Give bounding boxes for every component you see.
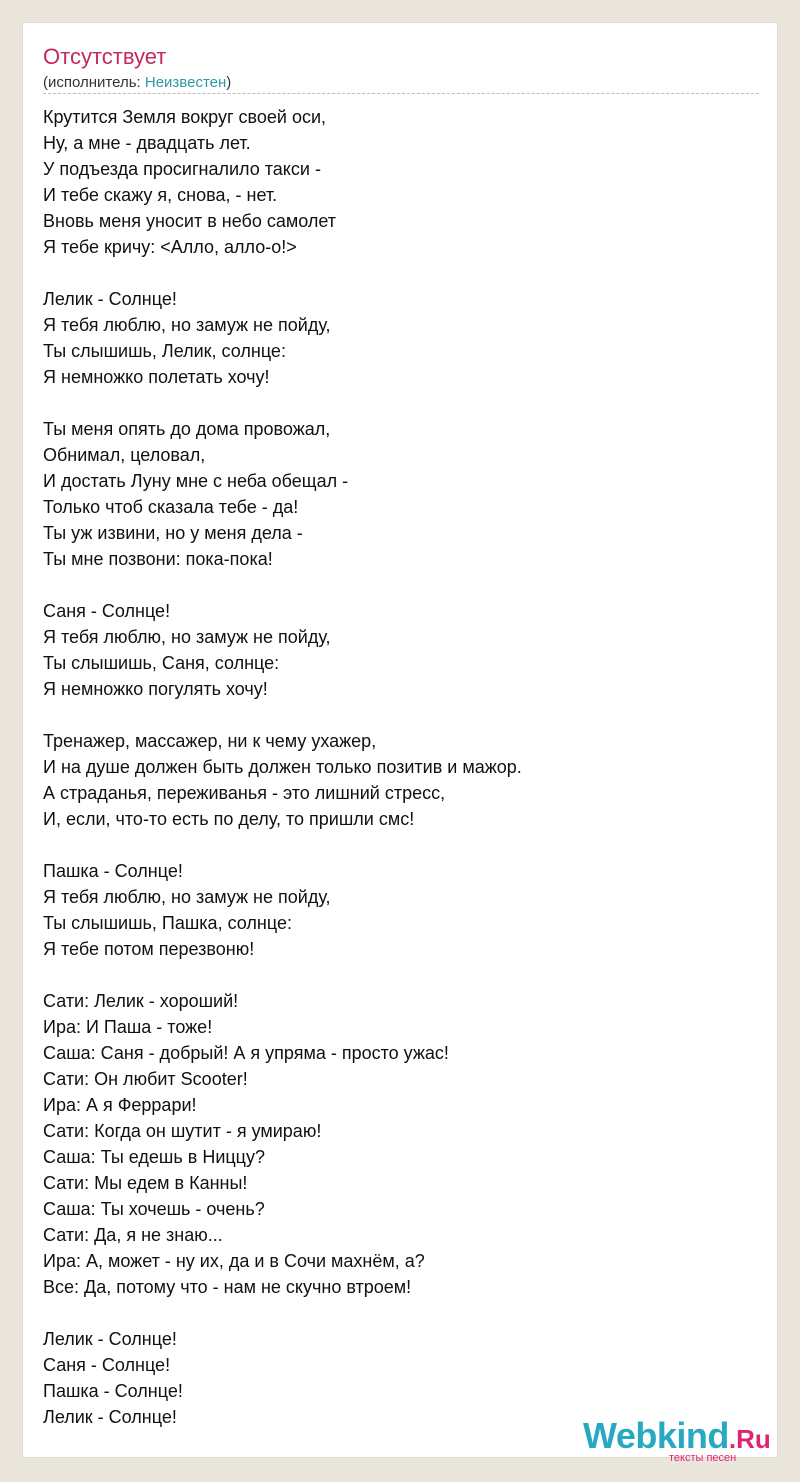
lyric-line: Ты слышишь, Саня, солнце:: [43, 653, 280, 673]
artist-prefix: (исполнитель:: [43, 74, 145, 91]
logo-tagline: тексты песен: [669, 1452, 737, 1464]
lyric-line: Сати: Лелик - хороший!: [43, 991, 239, 1011]
lyric-line: Лелик - Солнце!: [43, 1329, 177, 1349]
lyric-line: Обнимал, целовал,: [43, 445, 206, 465]
lyrics-card: [22, 22, 778, 1464]
artist-line: [43, 73, 231, 93]
stanza-break: [43, 390, 759, 416]
lyric-line: Ну, а мне - двадцать лет.: [43, 133, 251, 153]
logo-main-text: Webkind: [583, 1415, 729, 1456]
lyric-line: Вновь меня уносит в небо самолет: [43, 211, 337, 231]
lyric-line: И тебе скажу я, снова, - нет.: [43, 185, 278, 205]
lyric-line: Ты мне позвони: пока-пока!: [43, 549, 273, 569]
lyric-line: Саша: Ты хочешь - очень?: [43, 1199, 265, 1219]
lyric-line: Я тебя люблю, но замуж не пойду,: [43, 887, 331, 907]
lyric-line: Тренажер, массажер, ни к чему ухажер,: [43, 731, 377, 751]
artist-suffix: ): [226, 74, 232, 91]
lyric-line: Ира: А я Феррари!: [43, 1095, 197, 1115]
stanza-break: [43, 962, 759, 988]
lyric-line: Сати: Мы едем в Канны!: [43, 1173, 248, 1193]
lyric-line: Только чтоб сказала тебе - да!: [43, 497, 299, 517]
artist-link[interactable]: Неизвестен: [144, 74, 227, 91]
lyric-line: И достать Луну мне с неба обещал -: [43, 471, 349, 491]
lyric-line: Саня - Солнце!: [43, 601, 171, 621]
lyric-line: Ты слышишь, Лелик, солнце:: [43, 341, 286, 361]
webkind-logo[interactable]: [583, 1416, 783, 1466]
lyric-line: Ира: А, может - ну их, да и в Сочи махнём, а?: [43, 1251, 425, 1271]
lyric-line: Сати: Он любит Scooter!: [43, 1069, 248, 1089]
lyric-line: Я немножко погулять хочу!: [43, 679, 268, 699]
lyric-line: Крутится Земля вокруг своей оси,: [43, 107, 327, 127]
stanza-break: [43, 832, 759, 858]
lyric-line: Лелик - Солнце!: [43, 1407, 177, 1427]
lyric-line: Ты меня опять до дома провожал,: [43, 419, 331, 439]
lyric-line: Я тебя люблю, но замуж не пойду,: [43, 315, 331, 335]
title-divider: [43, 93, 759, 94]
lyric-line: Сати: Да, я не знаю...: [43, 1225, 223, 1245]
lyrics-text: [43, 104, 759, 1430]
lyric-line: Саня - Солнце!: [43, 1355, 171, 1375]
logo-tld-text: .Ru: [728, 1424, 771, 1454]
lyric-line: Я тебе потом перезвоню!: [43, 939, 255, 959]
song-title: Отсутствует: [43, 44, 167, 69]
lyric-line: Я тебя люблю, но замуж не пойду,: [43, 627, 331, 647]
lyric-line: Лелик - Солнце!: [43, 289, 177, 309]
lyric-line: И, если, что-то есть по делу, то пришли смс!: [43, 809, 415, 829]
lyric-line: Я немножко полетать хочу!: [43, 367, 270, 387]
lyric-line: Пашка - Солнце!: [43, 1381, 183, 1401]
lyric-line: Пашка - Солнце!: [43, 861, 183, 881]
lyric-line: Ира: И Паша - тоже!: [43, 1017, 213, 1037]
stanza-break: [43, 260, 759, 286]
lyric-line: И на душе должен быть должен только позитив и мажор.: [43, 757, 522, 777]
lyric-line: Ты слышишь, Пашка, солнце:: [43, 913, 292, 933]
stanza-break: [43, 572, 759, 598]
lyric-line: А страданья, переживанья - это лишний стресс,: [43, 783, 446, 803]
lyric-line: У подъезда просигналило такси -: [43, 159, 321, 179]
lyric-line: Саша: Саня - добрый! А я упряма - просто ужас!: [43, 1043, 449, 1063]
lyric-line: Саша: Ты едешь в Ниццу?: [43, 1147, 266, 1167]
lyric-line: Ты уж извини, но у меня дела -: [43, 523, 303, 543]
stanza-break: [43, 1300, 759, 1326]
stanza-break: [43, 702, 759, 728]
lyric-line: Сати: Когда он шутит - я умираю!: [43, 1121, 322, 1141]
lyric-line: Я тебе кричу: <Алло, алло-о!>: [43, 237, 297, 257]
lyric-line: Все: Да, потому что - нам не скучно втроем!: [43, 1277, 412, 1297]
